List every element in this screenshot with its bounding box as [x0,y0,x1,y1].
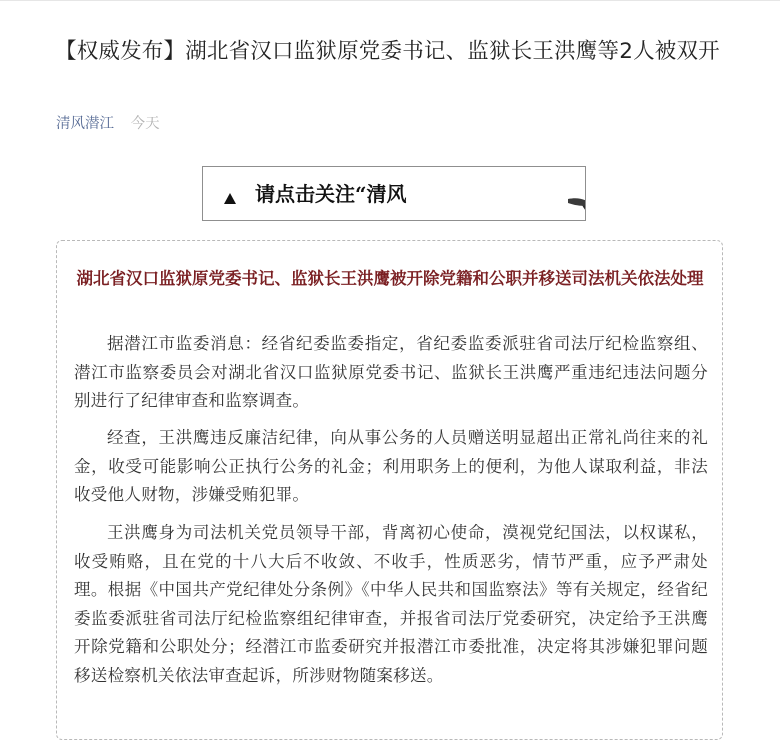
article-meta [56,114,160,134]
follow-banner-text: 请点击关注“清风 [255,182,407,206]
paragraph-2: 经查，王洪鹰违反廉洁纪律，向从事公务的人员赠送明显超出正常礼尚往来的礼金，收受可能影响公正执行公务的礼金；利用职务上的便利，为他人谋取利益，非法收受他人财物，涉嫌受贿犯罪。 [74,428,708,504]
brush-stroke-icon [568,166,586,221]
paragraph-3: 王洪鹰身为司法机关党员领导干部，背离初心使命，漠视党纪国法，以权谋私，收受贿赂，且在党的十八大后不收敛、不收手，性质恶劣，情节严重，应予严肃处理。根据《中国共产党纪律处分条例》《中华人民共和国监察法》等有关规定，经省纪委监委派驻省司法厅纪检监察组纪律审查，并报省司法厅党委研究，决定给予王洪鹰开除党籍和公职处分；经潜江市监委研究并报潜江市委批准，决定将其涉嫌犯罪问题移送检察机关依法审查起诉，所涉财物随案移送。 [74,523,708,685]
article-title: 【权威发布】湖北省汉口监狱原党委书记、监狱长王洪鹰等2人被双开 [55,39,720,64]
account-name-link[interactable]: 清风潜江 [56,116,114,132]
up-arrow-icon [224,193,236,204]
follow-banner[interactable] [202,166,586,221]
paragraph-1: 据潜江市监委消息：经省纪委监委指定，省纪委监委派驻省司法厅纪检监察组、潜江市监察委员会对湖北省汉口监狱原党委书记、监狱长王洪鹰严重违纪违法问题分别进行了纪律审查和监察调查。 [74,334,708,410]
publish-date: 今天 [130,116,160,132]
content-headline: 湖北省汉口监狱原党委书记、监狱长王洪鹰被开除党籍和公职并移送司法机关依法处理 [76,269,704,288]
top-divider [0,0,780,1]
